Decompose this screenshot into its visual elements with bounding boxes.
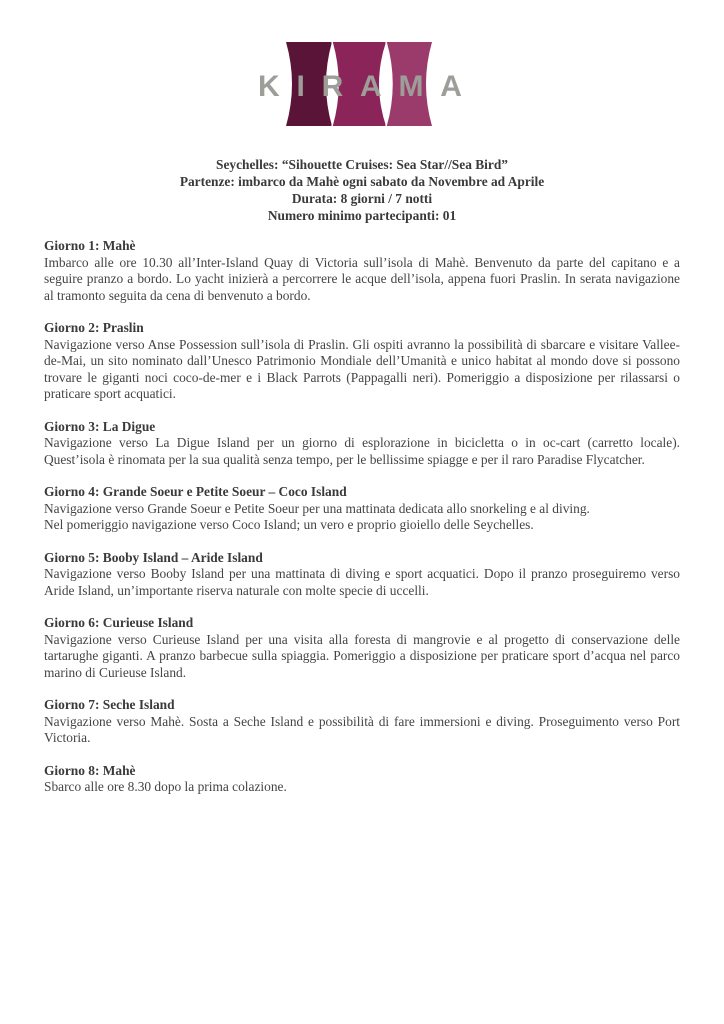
day-text: Nel pomeriggio navigazione verso Coco Island; un vero e proprio gioiello delle Seychelles. [44,517,534,532]
day-text: Sbarco alle ore 8.30 dopo la prima colazione. [44,779,287,794]
day-title: Giorno 8: Mahè [44,762,136,778]
day-text: Navigazione verso Curieuse Island per una visita alla foresta di mangrovie e al progetto di conservazione delle tartarughe giganti. A pranzo barbecue sulla spiaggia. Pomeriggio a disposizione per praticare sport d’acqua nel parco marino di Curieuse Island. [44,631,680,680]
day-title: Giorno 4: Grande Soeur e Petite Soeur – Coco Island [44,484,347,499]
itinerary [44,238,680,812]
day-title: Giorno 1: Mahè [44,238,136,253]
day-8 [44,763,680,796]
day-title: Giorno 7: Seche Island [44,697,175,712]
day-6 [44,615,680,681]
day-3 [44,419,680,469]
day-text: Navigazione verso La Digue Island per un giorno di esplorazione in bicicletta o in oc-cart (carretto locale). Quest’isola è rinomata per la sua qualità senza tempo, per le bellissime spiagge e per il raro Paradise Flycatcher. [44,435,680,467]
brand-name: K I R A M A [258,70,462,103]
day-7 [44,697,680,747]
trip-min-participants: Numero minimo partecipanti: 01 [267,208,457,223]
trip-header [44,156,680,224]
day-text: Navigazione verso Mahè. Sosta a Seche Island e possibilità di fare immersioni e diving. Proseguimento verso Port Victoria. [44,713,680,745]
day-2 [44,320,680,403]
day-text: Navigazione verso Anse Possession sull’isola di Praslin. Gli ospiti avranno la possibilità di sbarcare e visitare Vallee-de-Mai, un sito nominato dall’Unesco Patrimonio Mondiale dell’Umanità e unico habitat al mondo dove si possono trovare le giganti noci coco-de-mer e i Black Parrots (Pappagalli neri). Pomeriggio a disposizione per rilassarsi o praticare sport acquatici. [44,336,680,401]
trip-departures: Partenze: imbarco da Mahè ogni sabato da Novembre ad Aprile [179,174,545,189]
trip-duration: Durata: 8 giorni / 7 notti [291,191,433,206]
day-title: Giorno 6: Curieuse Island [44,615,194,630]
day-4 [44,484,680,534]
day-title: Giorno 2: Praslin [44,320,144,335]
day-1 [44,238,680,304]
kirama-logo [258,42,462,126]
trip-title: Seychelles: “Sihouette Cruises: Sea Star//Sea Bird” [216,157,508,172]
day-text: Imbarco alle ore 10.30 all’Inter-Island Quay di Victoria sull’isola di Mahè. Benvenuto da parte del capitano e a seguire pranzo a bordo. Lo yacht inizierà a percorrere le acque dell’isola, appena fuori Praslin. In serata navigazione al tramonto seguita da cena di benvenuto a bordo. [44,254,680,303]
day-5 [44,550,680,600]
day-title: Giorno 3: La Digue [44,418,156,434]
day-title: Giorno 5: Booby Island – Aride Island [44,549,263,565]
day-text: Navigazione verso Grande Soeur e Petite Soeur per una mattinata dedicata allo snorkeling e al diving. [44,500,590,516]
day-text: Navigazione verso Booby Island per una mattinata di diving e sport acquatici. Dopo il pranzo proseguiremo verso Aride Island, un’importante riserva naturale con molte specie di uccelli. [44,566,680,598]
